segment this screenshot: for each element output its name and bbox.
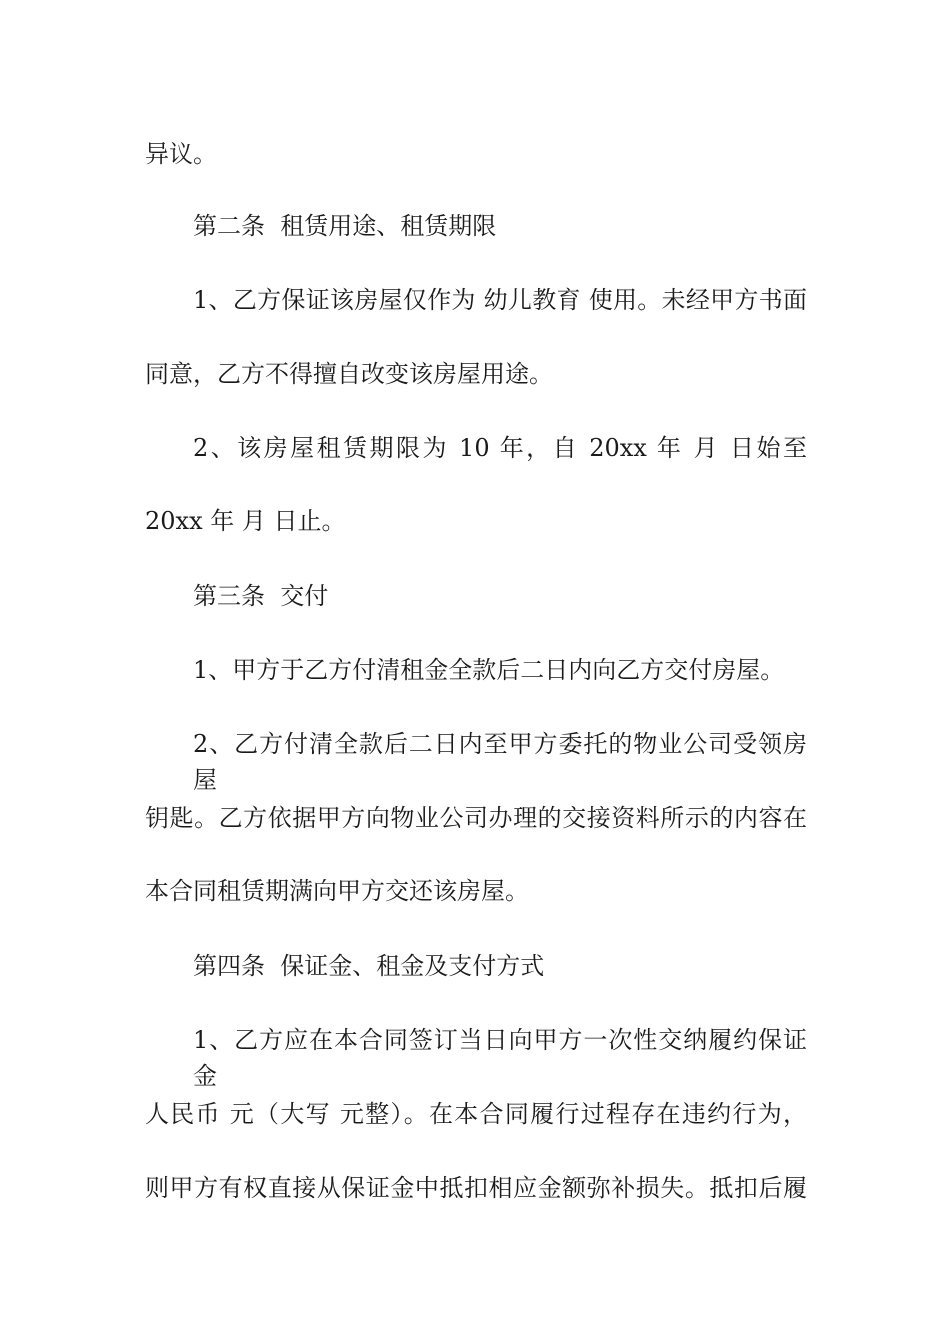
body-line: 则甲方有权直接从保证金中抵扣相应金额弥补损失。抵扣后履	[145, 1174, 807, 1202]
clause-line: 1、甲方于乙方付清租金全款后二日内向乙方交付房屋。	[193, 656, 785, 684]
body-line: 异议。	[145, 140, 217, 168]
body-line: 20xx 年 月 日止。	[145, 507, 346, 535]
clause-line: 1、乙方保证该房屋仅作为 幼儿教育 使用。未经甲方书面	[193, 286, 807, 314]
clause-line: 2、该房屋租赁期限为 10 年，自 20xx 年 月 日始至	[193, 434, 807, 462]
article-heading: 第四条 保证金、租金及支付方式	[193, 952, 545, 980]
body-line: 钥匙。乙方依据甲方向物业公司办理的交接资料所示的内容在	[145, 804, 807, 832]
article-heading: 第二条 租赁用途、租赁期限	[193, 212, 497, 240]
body-line: 本合同租赁期满向甲方交还该房屋。	[145, 877, 529, 905]
body-line: 人民币 元（大写 元整）。在本合同履行过程存在违约行为，	[145, 1100, 807, 1128]
article-heading: 第三条 交付	[193, 582, 329, 610]
clause-line: 2、乙方付清全款后二日内至甲方委托的物业公司受领房屋	[193, 730, 807, 794]
body-line: 同意，乙方不得擅自改变该房屋用途。	[145, 360, 553, 388]
clause-line: 1、乙方应在本合同签订当日向甲方一次性交纳履约保证金	[193, 1026, 807, 1090]
